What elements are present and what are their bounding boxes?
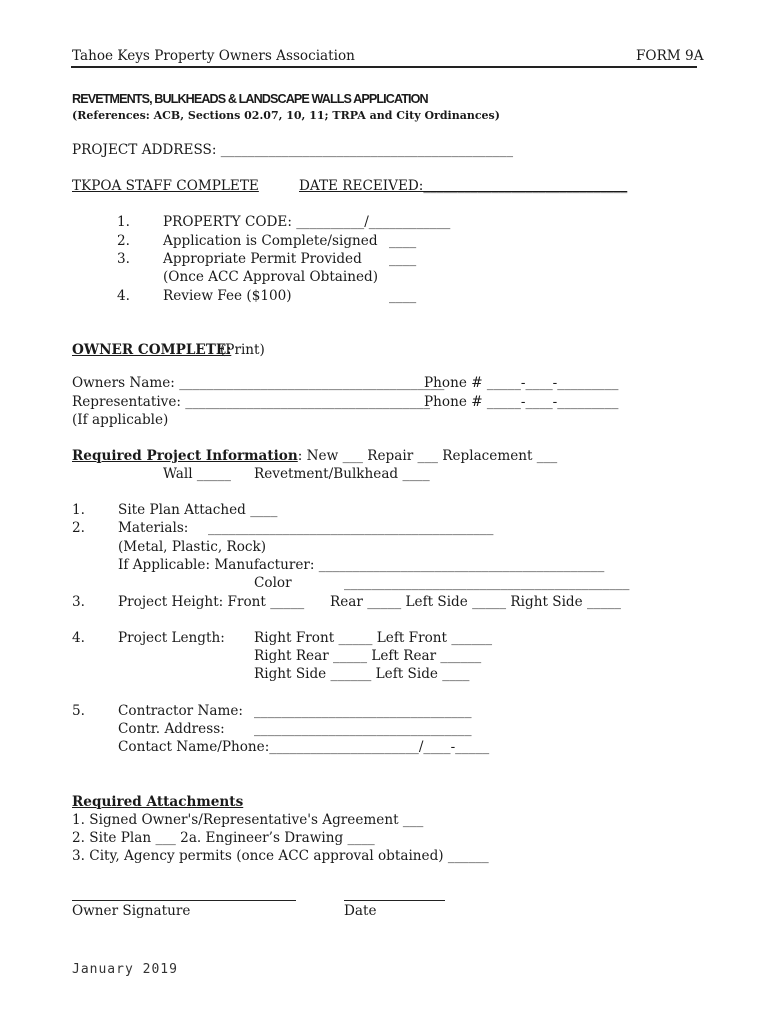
attachments-heading: Required Attachments [72,794,244,810]
page-title: REVETMENTS, BULKHEADS & LANDSCAPE WALLS APPLICATION [72,92,428,106]
owner-signature-label: Owner Signature [72,903,191,919]
owners-name-field[interactable]: Owners Name: _______________________________________ [72,375,445,391]
footer-date: January 2019 [72,962,178,977]
project-info-heading: Required Project Information [72,448,298,464]
header-rule [71,66,697,68]
length-front-fields[interactable]: Right Front _____ Left Front ______ [254,630,493,646]
contractor-name-label: Contractor Name: [118,703,243,719]
item-num: 4. [72,630,85,646]
color-field[interactable]: __________________________________________ [344,575,630,591]
contractor-address-field[interactable]: ________________________________ [254,721,472,737]
height-other-fields[interactable]: Rear _____ Left Side _____ Right Side _____ [330,594,621,610]
project-length-label: Project Length: [118,630,225,646]
item-num: 3. [72,594,85,610]
project-info-line [72,450,557,464]
owner-complete-note: (Print) [220,342,265,358]
length-rear-fields[interactable]: Right Rear _____ Left Rear ______ [254,648,482,664]
owner-signature-line[interactable] [72,900,296,901]
contact-name-phone-field[interactable]: Contact Name/Phone:______________________/____-_____ [118,739,490,755]
staff-item-blank[interactable]: ____ [389,288,417,304]
length-side-fields[interactable]: Right Side ______ Left Side ____ [254,666,470,682]
representative-phone-field[interactable]: Phone # _____-____-_________ [424,394,619,410]
date-line[interactable] [344,900,445,901]
staff-item-blank[interactable]: ____ [389,251,417,267]
materials-field[interactable]: __________________________________________ [208,520,494,536]
project-address-field[interactable]: PROJECT ADDRESS: ___________________________________________ [72,142,514,158]
revetment-option[interactable]: Revetment/Bulkhead ____ [254,466,430,482]
staff-item-label: Application is Complete/signed [163,233,378,249]
attachment-permits[interactable]: 3. City, Agency permits (once ACC approval obtained) ______ [72,848,489,864]
manufacturer-field[interactable]: If Applicable: Manufacturer: __________________________________________ [118,557,605,573]
staff-item-num: 1. [117,214,130,230]
staff-item-num: 3. [117,251,130,267]
item-num: 5. [72,703,85,719]
item-num: 2. [72,520,85,536]
property-code-field[interactable]: PROPERTY CODE: __________/____________ [163,214,451,230]
org-name: Tahoe Keys Property Owners Association [72,48,355,64]
representative-field[interactable]: Representative: ____________________________________ [72,394,430,410]
owner-complete-heading: OWNER COMPLETE: [72,342,232,358]
staff-item-note: (Once ACC Approval Obtained) [163,269,379,285]
item-num: 1. [72,502,85,518]
attachment-agreement[interactable]: 1. Signed Owner's/Representative's Agreement ___ [72,812,424,828]
date-received-field[interactable]: DATE RECEIVED:______________________________ [299,178,628,194]
owners-phone-field[interactable]: Phone # _____-____-_________ [424,375,619,391]
contractor-address-label: Contr. Address: [118,721,225,737]
staff-item-num: 2. [117,233,130,249]
date-label: Date [344,903,377,919]
site-plan-attached-field[interactable]: Site Plan Attached ____ [118,502,278,518]
project-type-options[interactable]: : New ___ Repair ___ Replacement ___ [297,448,558,464]
color-label: Color [254,575,292,591]
form-id: FORM 9A [636,48,704,64]
staff-item-blank[interactable]: ____ [389,233,417,249]
staff-complete-heading: TKPOA STAFF COMPLETE [72,178,259,194]
references: (References: ACB, Sections 02.07, 10, 11; TRPA and City Ordinances) [72,109,500,122]
attachment-site-plan[interactable]: 2. Site Plan ___ 2a. Engineer’s Drawing ____ [72,830,375,846]
wall-option[interactable]: Wall _____ [163,466,231,482]
staff-item-label: Appropriate Permit Provided [163,251,362,267]
if-applicable-note: (If applicable) [72,412,169,428]
height-front-field[interactable]: Project Height: Front _____ [118,594,305,610]
materials-label: Materials: [118,520,189,536]
materials-note: (Metal, Plastic, Rock) [118,539,267,555]
staff-item-label: Review Fee ($100) [163,288,292,304]
contractor-name-field[interactable]: ________________________________ [254,703,472,719]
staff-item-num: 4. [117,288,130,304]
